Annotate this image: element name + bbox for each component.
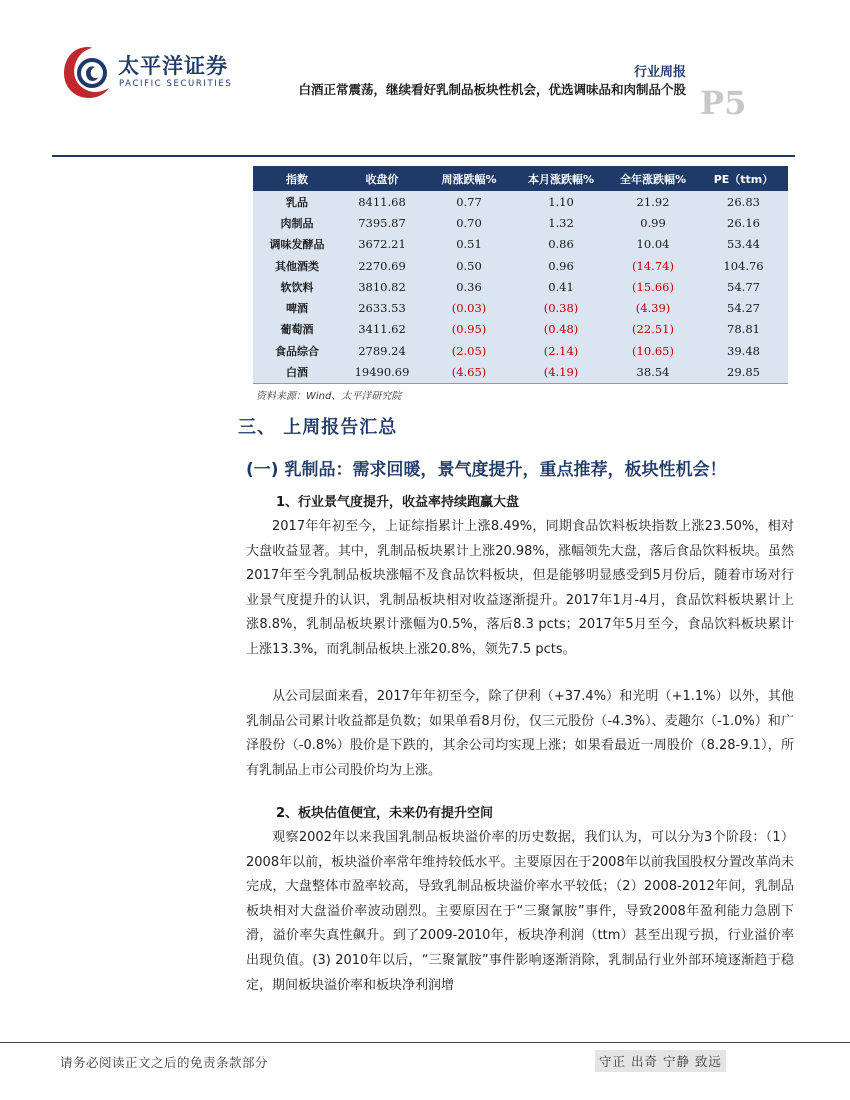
table-cell-year: (4.39): [607, 297, 699, 318]
table-cell-pe: 29.85: [699, 361, 788, 382]
table-source-note: 资料来源：Wind、太平洋研究院: [256, 391, 402, 402]
table-cell-month: (0.48): [515, 319, 607, 340]
table-header-row: [253, 166, 788, 191]
table-cell-year: (10.65): [607, 340, 699, 361]
table-cell-week: 0.51: [423, 234, 515, 255]
table-row: [253, 319, 788, 340]
table-cell-close: 8411.68: [341, 191, 423, 212]
col-header-close: 收盘价: [341, 166, 423, 191]
col-header-week-change: 周涨跌幅%: [423, 166, 515, 191]
table-row: [253, 255, 788, 276]
table-cell-month: (0.38): [515, 297, 607, 318]
table-cell-week: (0.03): [423, 297, 515, 318]
table-cell-pe: 54.27: [699, 297, 788, 318]
table-row: [253, 340, 788, 361]
header-divider: [52, 155, 795, 157]
table-cell-close: 3411.62: [341, 319, 423, 340]
table-cell-week: (0.95): [423, 319, 515, 340]
table-cell-month: 0.86: [515, 234, 607, 255]
table-cell-name: 乳品: [253, 191, 341, 212]
table-cell-year: (14.74): [607, 255, 699, 276]
company-logo: [62, 44, 233, 104]
table-cell-close: 2270.69: [341, 255, 423, 276]
table-cell-pe: 78.81: [699, 319, 788, 340]
page-number: P5: [700, 84, 747, 122]
table-cell-week: 0.70: [423, 212, 515, 233]
table-row: [253, 297, 788, 318]
table-cell-month: 1.10: [515, 191, 607, 212]
paragraph-1-text: 2017年年初至今，上证综指累计上涨8.49%，同期食品饮料板块指数上涨23.50%，相对大盘收益显著。其中，乳制品板块累计上涨20.98%，涨幅领先大盘，落后食品饮料板块。虽然2017年至今乳制品板块涨幅不及食品饮料板块，但是能够明显感受到5月份后，随着市场对行业景气度提升的认识，乳制品板块相对收益逐渐提升。2017年1月-4月，食品饮料板块累计上涨8.8%，乳制品板块累计涨幅为0.5%，落后8.3 pcts；2017年5月至今，食品饮料板块累计上涨13.3%，而乳制品板块上涨20.8%，领先7.5 pcts。: [246, 519, 794, 657]
table-cell-name: 白酒: [253, 361, 341, 382]
col-header-year-change: 全年涨跌幅%: [607, 166, 699, 191]
table-cell-week: 0.77: [423, 191, 515, 212]
table-cell-year: 0.99: [607, 212, 699, 233]
table-cell-name: 其他酒类: [253, 255, 341, 276]
table-cell-year: (22.51): [607, 319, 699, 340]
col-header-month-change: 本月涨跌幅%: [515, 166, 607, 191]
table-row: [253, 276, 788, 297]
table-cell-month: 0.96: [515, 255, 607, 276]
footer-motto: 守正 出奇 宁静 致远: [595, 1050, 726, 1072]
table-cell-pe: 26.83: [699, 191, 788, 212]
footer-disclaimer: 请务必阅读正文之后的免责条款部分: [60, 1055, 269, 1070]
table-cell-year: 38.54: [607, 361, 699, 382]
table-cell-pe: 104.76: [699, 255, 788, 276]
table-cell-name: 葡萄酒: [253, 319, 341, 340]
paragraph-2-text: 从公司层面来看，2017年年初至今，除了伊利（+37.4%）和光明（+1.1%）以外，其他乳制品公司累计收益都是负数；如果单看8月份，仅三元股份（-4.3%）、麦趣尔（-1.0%）和广泽股份（-0.8%）股价是下跌的，其余公司均实现上涨；如果看最近一周股价（8.28-9.1），所有乳制品上市公司股价均为上涨。: [246, 689, 794, 778]
table-cell-name: 软饮料: [253, 276, 341, 297]
index-performance-table: [253, 166, 788, 383]
table-cell-month: (4.19): [515, 361, 607, 382]
source-divider: [253, 383, 788, 384]
table-cell-name: 啤酒: [253, 297, 341, 318]
table-cell-close: 2633.53: [341, 297, 423, 318]
report-title: 白酒正常震荡，继续看好乳制品板块性机会，优选调味品和肉制品个股: [298, 82, 686, 97]
table-cell-year: 21.92: [607, 191, 699, 212]
table-cell-week: 0.36: [423, 276, 515, 297]
table-cell-year: (15.66): [607, 276, 699, 297]
table-row: [253, 191, 788, 212]
logo-english-name: PACIFIC SECURITIES: [119, 79, 233, 89]
table-cell-pe: 53.44: [699, 234, 788, 255]
table-cell-pe: 26.16: [699, 212, 788, 233]
table-row: [253, 212, 788, 233]
paragraph-3-text: 观察2002年以来我国乳制品板块溢价率的历史数据，我们认为，可以分为3个阶段：（1）2008年以前，板块溢价率常年维持较低水平。主要原因在于2008年以前我国股权分置改革尚未完成，大盘整体市盈率较高，导致乳制品板块溢价率水平较低；（2）2008-2012年间，乳制品板块相对大盘溢价率波动剧烈。主要原因在于“三聚氰胺”事件，导致2008年盈利能力急剧下滑，溢价率失真性飙升。到了2009-2010年，板块净利润（ttm）甚至出现亏损，行业溢价率出现负值。(3) 2010年以后，“三聚氰胺”事件影响逐渐消除，乳制品行业外部环境逐渐趋于稳定，期间板块溢价率和板块净利润增: [246, 830, 794, 993]
table-cell-month: 0.41: [515, 276, 607, 297]
report-type: 行业周报: [633, 65, 686, 80]
point-heading-1: 1、行业景气度提升，收益率持续跑赢大盘: [276, 495, 520, 510]
table-cell-close: 7395.87: [341, 212, 423, 233]
table-cell-close: 3672.21: [341, 234, 423, 255]
table-cell-year: 10.04: [607, 234, 699, 255]
table-cell-name: 肉制品: [253, 212, 341, 233]
paragraph-1: [246, 515, 794, 663]
subsection-heading: (一) 乳制品：需求回暖，景气度提升，重点推荐，板块性机会！: [246, 460, 727, 480]
table-cell-week: (2.05): [423, 340, 515, 361]
table-cell-week: 0.50: [423, 255, 515, 276]
table-cell-name: 调味发酵品: [253, 234, 341, 255]
footer-divider: [0, 1042, 850, 1043]
table-cell-close: 3810.82: [341, 276, 423, 297]
col-header-index: 指数: [253, 166, 341, 191]
table-cell-month: 1.32: [515, 212, 607, 233]
table-row: [253, 234, 788, 255]
table-cell-month: (2.14): [515, 340, 607, 361]
table-cell-pe: 54.77: [699, 276, 788, 297]
pacific-securities-logo-icon: [62, 44, 114, 100]
col-header-pe: PE（ttm）: [699, 166, 788, 191]
paragraph-3: [246, 826, 794, 998]
table-row: [253, 361, 788, 382]
table-cell-pe: 39.48: [699, 340, 788, 361]
table-cell-name: 食品综合: [253, 340, 341, 361]
logo-chinese-name: 太平洋证券: [118, 54, 228, 78]
table-cell-week: (4.65): [423, 361, 515, 382]
section-heading: 三、 上周报告汇总: [238, 417, 398, 438]
table-cell-close: 2789.24: [341, 340, 423, 361]
point-heading-2: 2、板块估值便宜，未来仍有提升空间: [276, 806, 494, 821]
table-cell-close: 19490.69: [341, 361, 423, 382]
paragraph-2: [246, 685, 794, 783]
